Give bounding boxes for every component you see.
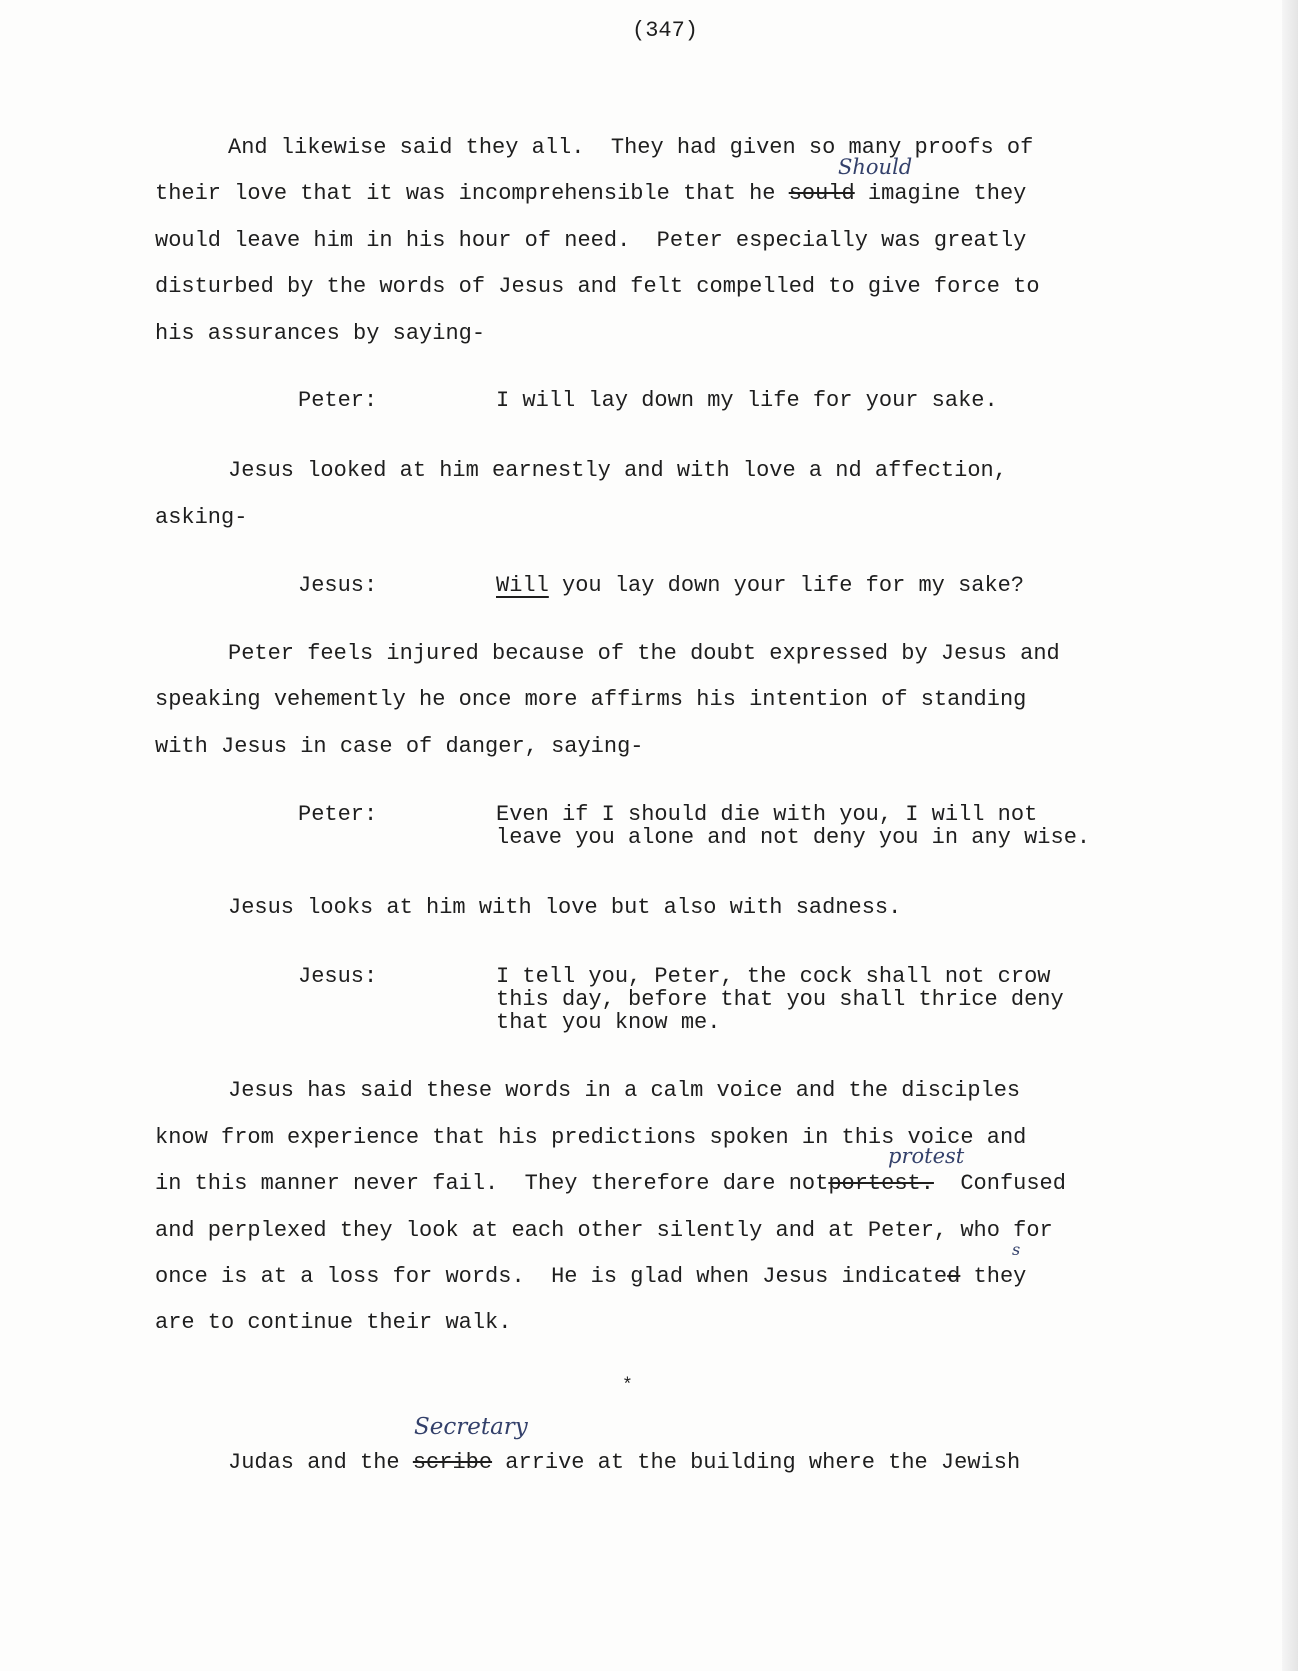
speaker-label: Peter: [298,388,378,413]
paragraph-3-line-3: with Jesus in case of danger, saying- [155,734,644,759]
text-segment: they [960,1264,1027,1289]
text-segment: once is at a loss for words. He is glad when Jesus indicate [155,1264,948,1289]
speaker-label: Jesus: [298,573,378,598]
paragraph-6-line-1 [228,1450,1020,1476]
dialogue-line-2: this day, before that you shall thrice deny [496,987,1064,1012]
paragraph-5-line-1: Jesus has said these words in a calm voice and the disciples [228,1078,1021,1103]
paragraph-1-line-5: his assurances by saying- [155,321,486,346]
struck-letter: d [947,1264,961,1289]
paragraph-2-line-1: Jesus looked at him earnestly and with love a nd affection, [228,458,1007,483]
paragraph-1-line-1: And likewise said they all. They had given so many proofs of [228,135,1034,160]
paragraph-4-line-1: Jesus looks at him with love but also with sadness. [228,895,902,920]
dialogue-line-2: leave you alone and not deny you in any wise. [496,825,1091,850]
paragraph-1-line-4: disturbed by the words of Jesus and felt compelled to give force to [155,274,1040,299]
page-number: (347) [632,18,699,43]
struck-word: scribe [412,1450,493,1475]
handwritten-correction-s: s [1012,1240,1021,1259]
dialogue-line: I will lay down my life for your sake. [496,388,998,413]
text-segment: imagine they [854,181,1027,206]
text-segment: their love that it was incomprehensible that he [155,181,789,206]
paragraph-3-line-1: Peter feels injured because of the doubt expressed by Jesus and [228,641,1060,666]
paragraph-2-line-2: asking- [155,505,248,530]
struck-word: sould [788,181,855,206]
handwritten-correction-protest: protest [888,1144,965,1168]
paragraph-5-line-3 [155,1171,1066,1197]
paragraph-5-line-4: and perplexed they look at each other silently and at Peter, who for [155,1218,1053,1243]
section-separator: * [622,1376,633,1396]
text-segment: Confused [933,1171,1066,1196]
text-segment: you lay down your life for my sake? [548,573,1025,598]
struck-word: portest. [828,1171,934,1196]
speaker-label: Jesus: [298,964,378,989]
paragraph-5-line-5 [155,1264,1026,1290]
dialogue-line-1: I tell you, Peter, the cock shall not crow [496,964,1051,989]
text-segment: Judas and the [228,1450,413,1475]
paragraph-1-line-3: would leave him in his hour of need. Peter especially was greatly [155,228,1027,253]
dialogue-line-3: that you know me. [496,1010,721,1035]
paragraph-5-line-2: know from experience that his predictions spoken in this voice and [155,1125,1027,1150]
handwritten-correction-should: Should [838,155,913,179]
page-edge-shadow [1282,0,1298,1671]
handwritten-correction-secretary: Secretary [414,1414,528,1440]
underlined-word: Will [496,573,549,598]
paragraph-5-line-6: are to continue their walk. [155,1310,512,1335]
paragraph-3-line-2: speaking vehemently he once more affirms his intention of standing [155,687,1027,712]
text-segment: arrive at the building where the Jewish [492,1450,1021,1475]
dialogue-line [496,573,1024,599]
dialogue-line-1: Even if I should die with you, I will not [496,802,1038,827]
text-segment: in this manner never fail. They therefore dare not [155,1171,829,1196]
paragraph-1-line-2 [155,181,1026,207]
speaker-label: Peter: [298,802,378,827]
